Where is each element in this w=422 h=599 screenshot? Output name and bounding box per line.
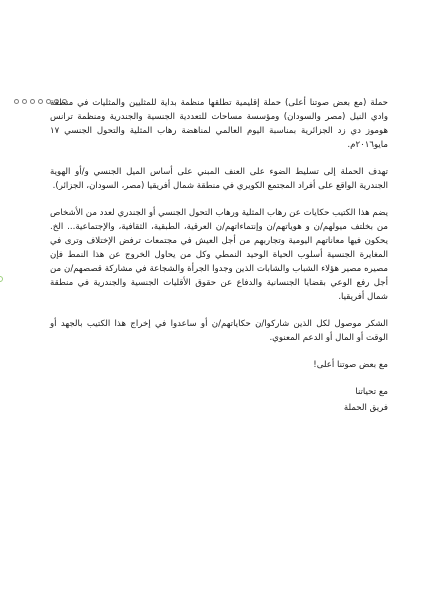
circle-icon [38, 99, 43, 104]
signature-block [50, 384, 388, 416]
document-body [50, 96, 388, 416]
circle-icon [22, 99, 27, 104]
paragraph-goal: تهدف الحملة إلى تسليط الضوء على العنف المبني على أساس الميل الجنسي و/أو الهوية الجندرية الواقع على أفراد المجتمع الكويري في منطقة شمال أفريقيا (مصر، السودان، الجزائر). [50, 167, 388, 191]
signature-team: فريق الحملة [343, 403, 388, 413]
paragraph-intro: حملة (مع بعض صوتنا أعلى) حملة إقليمية تطلقها منظمة بداية للمثليين والمثليات في منطقة وادي النيل (مصر والسودان) ومؤسسة مساحات للتعددية الجنسية والجندرية ومنظمة ترانس هوموز دي زد الجزائرية بمناسبة اليوم العالمي لمناهضة رهاب المثلية والتحول الجنسي ١٧ مايو٢٠١٦م. [50, 98, 388, 150]
signature-greeting: مع تحياتنا [355, 387, 388, 397]
circle-icon [30, 99, 35, 104]
paragraph-slogan: مع بعض صوتنا أعلى! [313, 360, 388, 370]
paragraph-thanks: الشكر موصول لكل الذين شاركوا/ن حكاياتهم/ن أو ساعدوا في إخراج هذا الكتيب بالجهد أو الوقت أو المال أو الدعم المعنوي. [50, 319, 388, 343]
paragraph-booklet: يضم هذا الكتيب حكايات عن رهاب المثلية ورهاب التحول الجنسي أو الجندري لعدد من الأشخاص من بخلتف ميولهم/ن و هوياتهم/ن وإنتماءاتهم/ن العرقية، الطبقية، الثقافية، والإجتماعية... الخ. يحكون فيها معاناتهم اليومية وتجاربهم من أجل العيش في مجتمعات ترفض الإختلاف وترى في المغايرة الجنسية أسلوب الحياة الوحيد النمطي وكل من يحاول الخروج عن هذا النمط فإن مصيره مصير هؤلاء الشباب والشابات الذين وجدوا الجرأة والشجاعة في مشاركة قصصهم/ن من أجل رفع الوعي بقضايا الجنسانية والدفاع عن حقوق الأقليات الجنسية والجندرية في منطقة شمال أفريقيا. [50, 208, 388, 302]
edge-circle-icon [0, 276, 3, 282]
circle-icon [14, 99, 19, 104]
